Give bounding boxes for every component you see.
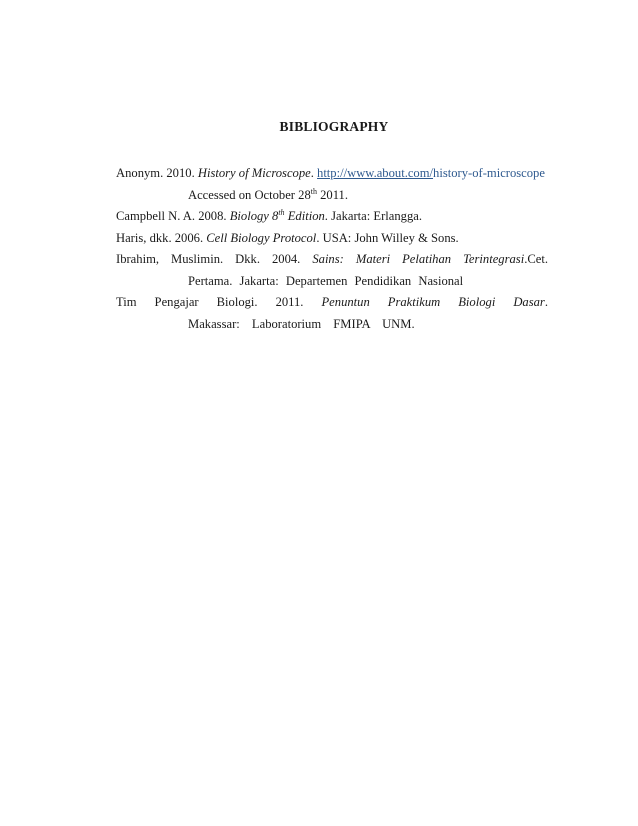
entry-author-year: Ibrahim, Muslimin. Dkk. 2004. — [116, 252, 313, 266]
bibliography-list — [116, 163, 548, 335]
entry-work-title — [230, 209, 325, 223]
entry-url-path: history-of-microscope — [433, 166, 545, 180]
entry-work-title: Sains: Materi Pelatihan Terintegrasi — [312, 252, 525, 266]
bibliography-entry-tim-pengajar — [116, 292, 548, 335]
entry-work-title: Cell Biology Protocol — [206, 230, 317, 245]
entry-publisher: . USA: John Willey & Sons. — [316, 230, 459, 245]
entry-publisher: .Cet. Pertama. Jakarta: Departemen Pendidikan Nasional — [188, 252, 548, 288]
entry-accessed-year: 2011. — [316, 187, 349, 202]
bibliography-entry-ibrahim — [116, 249, 548, 292]
entry-publisher: . Jakarta: Erlangga. — [324, 209, 423, 223]
entry-publisher: . Makassar: Laboratorium FMIPA UNM. — [188, 295, 548, 331]
entry-author-year: Anonym. 2010. — [116, 166, 198, 180]
entry-url-link[interactable]: http://www.about.com/ — [317, 166, 434, 180]
bibliography-entry-campbell — [116, 206, 548, 228]
entry-separator: . — [310, 166, 318, 180]
entry-author-year: Campbell N. A. 2008. — [116, 209, 230, 223]
entry-author-year: Haris, dkk. 2006. — [116, 230, 207, 245]
entry-accessed-text: Accessed on October 28 — [188, 187, 311, 202]
entry-work-title-edition: Edition — [284, 209, 325, 223]
entry-work-title-sup: th — [278, 207, 285, 217]
entry-author-year: Tim Pengajar Biologi. 2011. — [116, 295, 322, 309]
entry-work-title-main: Biology 8 — [229, 209, 279, 223]
page-title: BIBLIOGRAPHY — [279, 119, 389, 134]
entry-work-title: Penuntun Praktikum Biologi Dasar — [321, 295, 545, 309]
entry-work-title: History of Microscope — [197, 166, 311, 180]
bibliography-entry-haris — [116, 228, 548, 250]
entry-accessed-sup: th — [310, 186, 317, 196]
bibliography-entry-anonym — [116, 163, 548, 206]
